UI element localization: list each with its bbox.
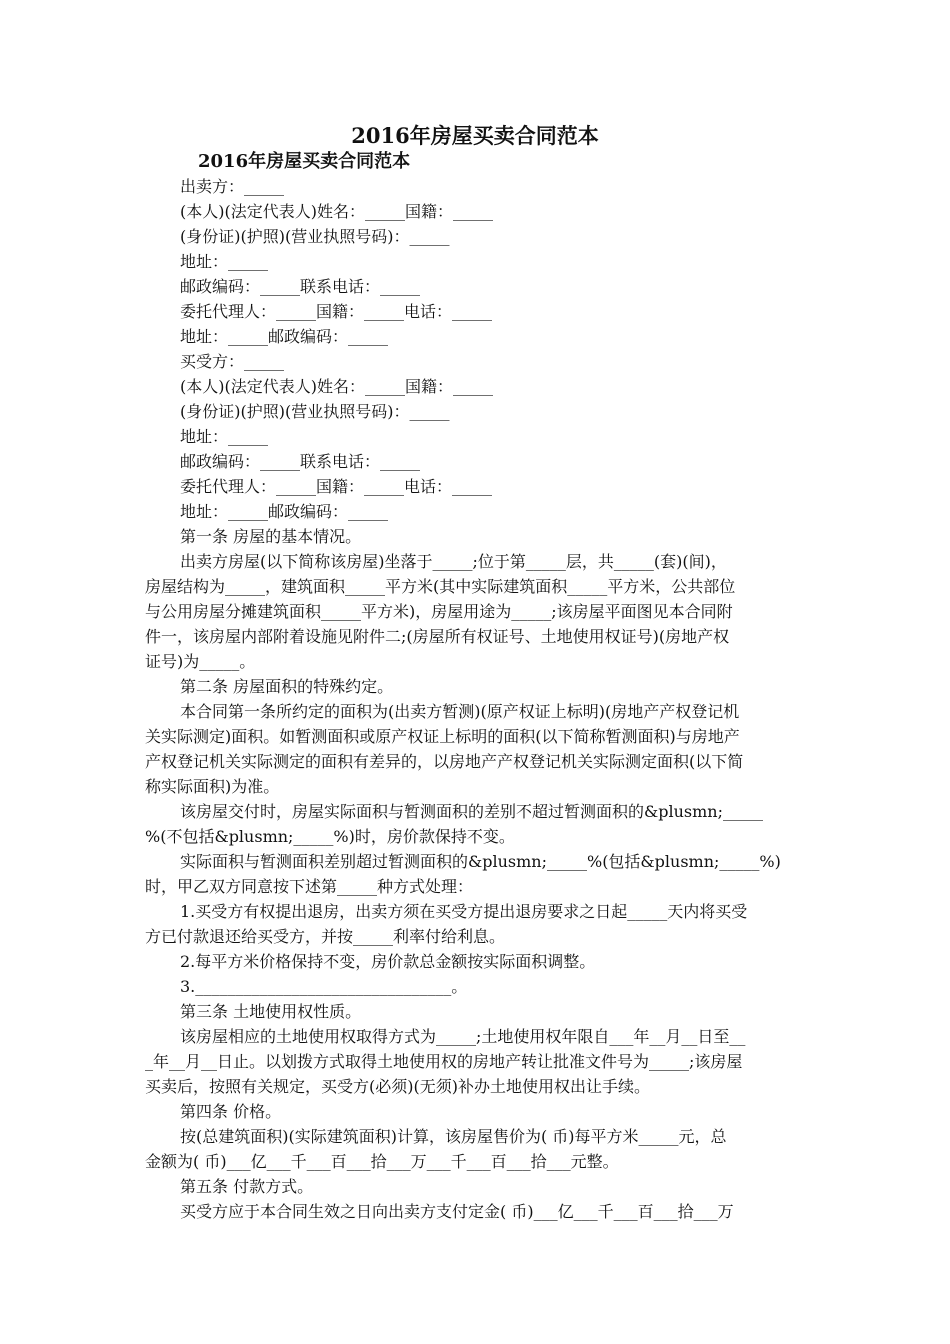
text-line: 邮政编码：_____联系电话：_____ (180, 277, 421, 296)
text-line: 2.每平方米价格保持不变，房价款总金额按实际面积调整。 (180, 952, 596, 971)
text-line: 关实际测定)面积。如暂测面积或原产权证上标明的面积(以下简称暂测面积)与房地产 (145, 727, 740, 746)
text-line: 方已付款退还给买受方，并按_____利率付给利息。 (145, 927, 506, 946)
text-line: 邮政编码：_____联系电话：_____ (180, 452, 421, 471)
text-line: 产权登记机关实际测定的面积有差异的，以房地产产权登记机关实际测定面积(以下简 (145, 752, 744, 771)
text-line: 证号)为_____。 (145, 652, 256, 671)
text-line: 买受方：_____ (180, 352, 285, 371)
text-line: 3.________________________________。 (180, 977, 468, 996)
text-line: 买受方应于本合同生效之日向出卖方支付定金( 币)___亿___千___百___拾___万 (180, 1202, 734, 1221)
text-line: 委托代理人：_____国籍：_____电话：_____ (180, 302, 493, 321)
text-line: (身份证)(护照)(营业执照号码)：_____ (180, 402, 450, 421)
text-line: 件一，该房屋内部附着设施见附件二;(房屋所有权证号、土地使用权证号)(房地产权 (145, 627, 730, 646)
section-heading: 第一条 房屋的基本情况。 (180, 527, 362, 546)
text-line: 实际面积与暂测面积差别超过暂测面积的&plusmn;_____%(包括&plusmn;_____%) (180, 852, 781, 871)
text-line: 本合同第一条所约定的面积为(出卖方暂测)(原产权证上标明)(房地产产权登记机 (180, 702, 740, 721)
text-line: 该房屋交付时，房屋实际面积与暂测面积的差别不超过暂测面积的&plusmn;_____ (180, 802, 763, 821)
text-line: _年__月__日止。以划拨方式取得土地使用权的房地产转让批准文件号为_____;该房屋 (145, 1052, 743, 1071)
section-heading: 第三条 土地使用权性质。 (180, 1002, 362, 1021)
section-heading: 第五条 付款方式。 (180, 1177, 314, 1196)
text-line: 1.买受方有权提出退房，出卖方须在买受方提出退房要求之日起_____天内将买受 (180, 902, 748, 921)
text-line: 金额为( 币)___亿___千___百___拾___万___千___百___拾___元整。 (145, 1152, 619, 1171)
section-heading: 第四条 价格。 (180, 1102, 282, 1121)
text-line: 出卖方房屋(以下简称该房屋)坐落于_____;位于第_____层，共_____(套)(间)， (180, 552, 727, 571)
text-line: 该房屋相应的土地使用权取得方式为_____;土地使用权年限自___年__月__日至__ (180, 1027, 746, 1046)
text-line: 地址：_____ (180, 427, 269, 446)
text-line: 地址：_____邮政编码：_____ (180, 502, 389, 521)
text-line: (身份证)(护照)(营业执照号码)：_____ (180, 227, 450, 246)
text-line: 地址：_____ (180, 252, 269, 271)
section-heading: 第二条 房屋面积的特殊约定。 (180, 677, 394, 696)
text-line: 时，甲乙双方同意按下述第_____种方式处理： (145, 877, 474, 896)
text-line: (本人)(法定代表人)姓名：_____国籍：_____ (180, 377, 493, 396)
text-line: 地址：_____邮政编码：_____ (180, 327, 389, 346)
text-line: 房屋结构为_____，建筑面积_____平方米(其中实际建筑面积_____平方米，公共部位 (145, 577, 736, 596)
text-line: 与公用房屋分摊建筑面积_____平方米)，房屋用途为_____;该房屋平面图见本合同附 (145, 602, 733, 621)
document-title: 2016年房屋买卖合同范本 (351, 123, 599, 148)
text-line: 委托代理人：_____国籍：_____电话：_____ (180, 477, 493, 496)
text-line: 按(总建筑面积)(实际建筑面积)计算，该房屋售价为( 币)每平方米_____元，总 (180, 1127, 727, 1146)
text-line: 称实际面积)为准。 (145, 777, 280, 796)
text-line: 出卖方：_____ (180, 177, 285, 196)
text-line: (本人)(法定代表人)姓名：_____国籍：_____ (180, 202, 493, 221)
document-subtitle: 2016年房屋买卖合同范本 (198, 151, 411, 172)
text-line: %(不包括&plusmn;_____%)时，房价款保持不变。 (145, 827, 515, 846)
text-line: 买卖后，按照有关规定，买受方(必须)(无须)补办土地使用权出让手续。 (145, 1077, 650, 1096)
